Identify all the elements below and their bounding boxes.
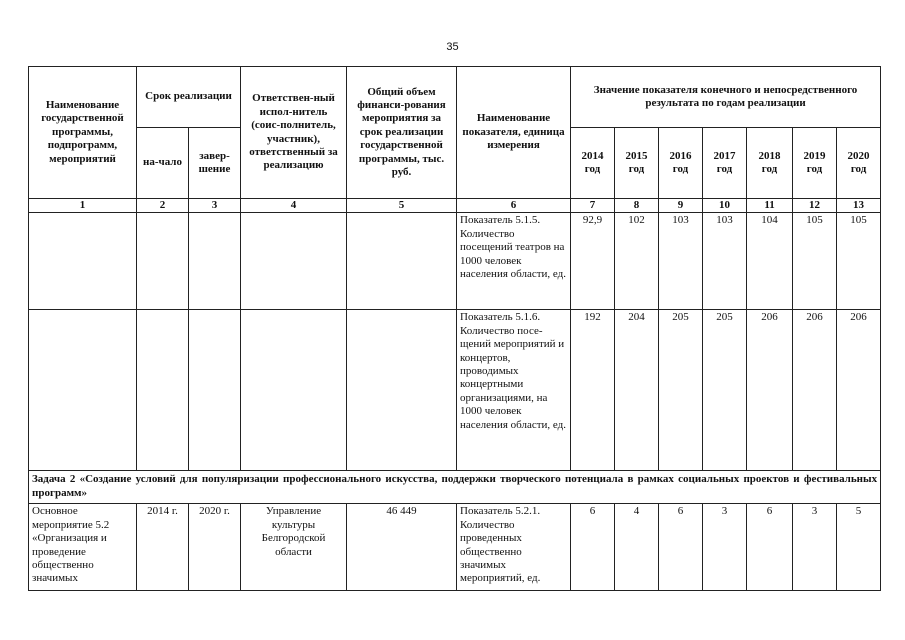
cell-value-2017: 205 bbox=[703, 310, 747, 471]
cell-funding bbox=[347, 213, 457, 310]
cell-name: Основное мероприятие 5.2 «Организация и проведение общественно значимых bbox=[29, 504, 137, 591]
cell-end: 2020 г. bbox=[189, 504, 241, 591]
header-end: завер-шение bbox=[189, 128, 241, 199]
cell-value-2020: 105 bbox=[837, 213, 881, 310]
cell-value-2016: 103 bbox=[659, 213, 703, 310]
page-number: 35 bbox=[446, 41, 459, 53]
header-start: на-чало bbox=[137, 128, 189, 199]
header-year-2015: 2015 год bbox=[615, 128, 659, 199]
column-number: 10 bbox=[703, 199, 747, 213]
cell-start bbox=[137, 310, 189, 471]
cell-responsible: Управление культуры Белгородской области bbox=[241, 504, 347, 591]
column-number: 1 bbox=[29, 199, 137, 213]
cell-funding bbox=[347, 310, 457, 471]
cell-value-2014: 92,9 bbox=[571, 213, 615, 310]
header-responsible: Ответствен-ный испол-нитель (соис-полнитель, участник), ответственный за реализацию bbox=[241, 67, 347, 199]
table-row bbox=[29, 310, 881, 471]
table-row bbox=[29, 504, 881, 591]
header-year-2019: 2019 год bbox=[793, 128, 837, 199]
header-indicator: Наименование показателя, единица измерения bbox=[457, 67, 571, 199]
cell-value-2016: 6 bbox=[659, 504, 703, 591]
cell-value-2019: 3 bbox=[793, 504, 837, 591]
cell-value-2016: 205 bbox=[659, 310, 703, 471]
header-year-2018: 2018 год bbox=[747, 128, 793, 199]
cell-responsible bbox=[241, 213, 347, 310]
cell-name bbox=[29, 213, 137, 310]
header-name: Наименование государственной программы, подпрограмм, мероприятий bbox=[29, 67, 137, 199]
task-row bbox=[29, 471, 881, 504]
cell-value-2014: 6 bbox=[571, 504, 615, 591]
cell-value-2015: 204 bbox=[615, 310, 659, 471]
column-number: 6 bbox=[457, 199, 571, 213]
cell-start: 2014 г. bbox=[137, 504, 189, 591]
header-values-group: Значение показателя конечного и непосредственного результата по годам реализации bbox=[571, 67, 881, 128]
cell-value-2018: 6 bbox=[747, 504, 793, 591]
cell-indicator: Показатель 5.1.5. Количество посещений театров на 1000 человек населения области, ед. bbox=[457, 213, 571, 310]
column-number: 5 bbox=[347, 199, 457, 213]
column-number: 9 bbox=[659, 199, 703, 213]
column-number: 2 bbox=[137, 199, 189, 213]
header-period: Срок реализации bbox=[137, 67, 241, 128]
cell-value-2017: 103 bbox=[703, 213, 747, 310]
cell-indicator: Показатель 5.1.6. Количество посе-щений мероприятий и концертов, проводимых концертными организациями, на 1000 человек населения области, ед. bbox=[457, 310, 571, 471]
cell-value-2018: 206 bbox=[747, 310, 793, 471]
column-number: 11 bbox=[747, 199, 793, 213]
column-number: 13 bbox=[837, 199, 881, 213]
task-heading: Задача 2 «Создание условий для популяризации профессионального искусства, поддержки творческого потенциала в рамках социальных проектов и фестивальных программ» bbox=[29, 471, 881, 504]
column-number: 12 bbox=[793, 199, 837, 213]
cell-indicator: Показатель 5.2.1. Количество проведенных общественно значимых мероприятий, ед. bbox=[457, 504, 571, 591]
cell-value-2020: 5 bbox=[837, 504, 881, 591]
cell-value-2015: 4 bbox=[615, 504, 659, 591]
cell-value-2017: 3 bbox=[703, 504, 747, 591]
cell-value-2018: 104 bbox=[747, 213, 793, 310]
header-year-2020: 2020 год bbox=[837, 128, 881, 199]
header-year-2016: 2016 год bbox=[659, 128, 703, 199]
cell-start bbox=[137, 213, 189, 310]
table-row bbox=[29, 213, 881, 310]
cell-funding: 46 449 bbox=[347, 504, 457, 591]
header-year-2014: 2014 год bbox=[571, 128, 615, 199]
cell-value-2015: 102 bbox=[615, 213, 659, 310]
cell-value-2019: 105 bbox=[793, 213, 837, 310]
cell-name bbox=[29, 310, 137, 471]
cell-end bbox=[189, 213, 241, 310]
indicator-table bbox=[28, 66, 881, 591]
cell-value-2019: 206 bbox=[793, 310, 837, 471]
cell-end bbox=[189, 310, 241, 471]
column-number: 3 bbox=[189, 199, 241, 213]
column-number: 7 bbox=[571, 199, 615, 213]
header-funding: Общий объем финанси-рования мероприятия за срок реализации государственной программы, тыс. руб. bbox=[347, 67, 457, 199]
cell-responsible bbox=[241, 310, 347, 471]
header-year-2017: 2017 год bbox=[703, 128, 747, 199]
column-number: 8 bbox=[615, 199, 659, 213]
cell-value-2020: 206 bbox=[837, 310, 881, 471]
column-number: 4 bbox=[241, 199, 347, 213]
cell-value-2014: 192 bbox=[571, 310, 615, 471]
